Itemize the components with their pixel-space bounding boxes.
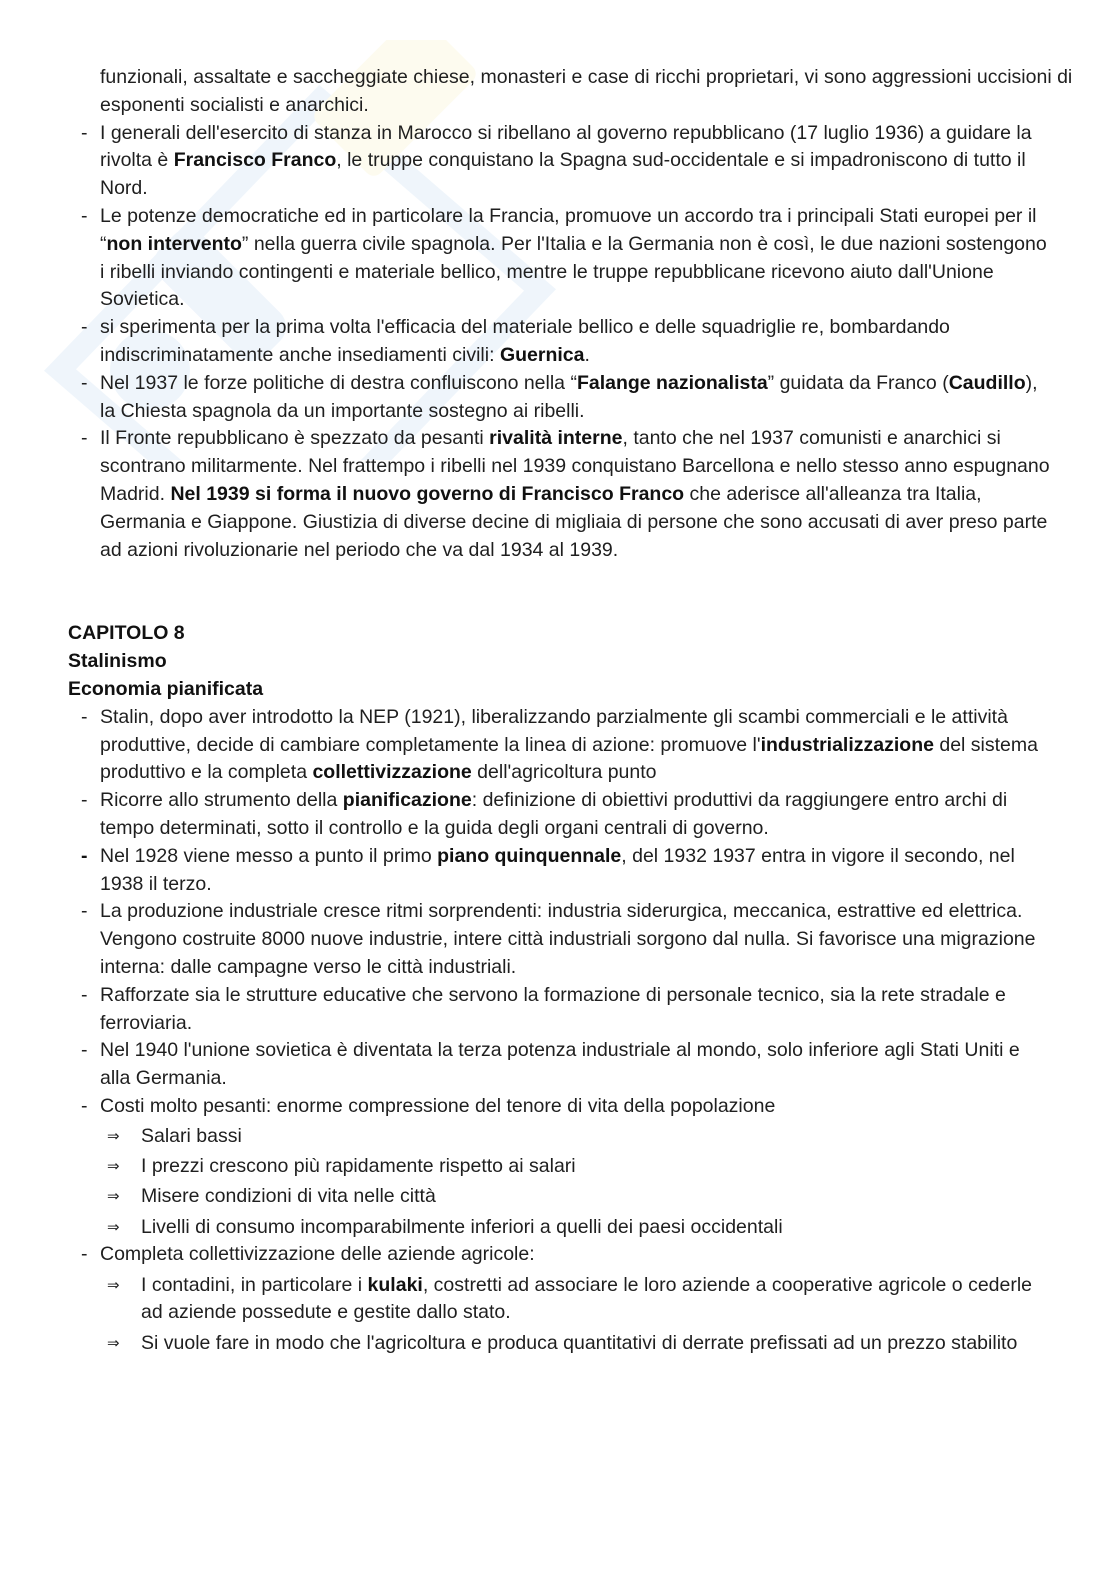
spain-civil-war-list: [0, 120, 1116, 565]
dash-marker: -: [81, 900, 88, 923]
dash-marker: -: [81, 121, 88, 144]
collectivization-sublist: [0, 1272, 1116, 1358]
arrow-icon: ⇒: [107, 1158, 120, 1176]
section-title: Economia pianificata: [68, 677, 264, 700]
dash-marker: -: [81, 1039, 88, 1062]
list-item: - I generali dell'esercito di stanza in Marocco si ribellano al governo repubblicano (17 luglio 1936) a guidare la rivolta è Francisco Franco, le truppe conquistano la Spagna sud-occidentale e si impadroniscono di tutto il Nord.: [81, 121, 1032, 200]
sub-list-item: ⇒ I prezzi crescono più rapidamente rispetto ai salari: [0, 1153, 1116, 1181]
arrow-icon: ⇒: [107, 1334, 120, 1352]
bold-term: collettivizzazione: [312, 761, 472, 784]
list-item: - Nel 1937 le forze politiche di destra confluiscono nella “Falange nazionalista” guidata da Franco (Caudillo), la Chiesta spagnola da un importante sostegno ai ribelli.: [81, 371, 1038, 422]
document-page: [0, 64, 1116, 1357]
bold-term: kulaki: [367, 1273, 423, 1296]
economy-list: [0, 704, 1116, 1121]
bold-term: pianificazione: [342, 789, 472, 812]
collectivization-list: [0, 1241, 1116, 1269]
sub-list-item: ⇒ Si vuole fare in modo che l'agricoltura e produca quantitativi di derrate prefissati ad un prezzo stabilito: [0, 1330, 1116, 1358]
dash-marker: -: [81, 371, 88, 394]
dash-marker: -: [81, 204, 88, 227]
list-item: - Completa collettivizzazione delle aziende agricole:: [0, 1241, 1116, 1269]
sub-list-item: ⇒ Misere condizioni di vita nelle città: [0, 1183, 1116, 1211]
arrow-icon: ⇒: [107, 1128, 120, 1146]
sub-list-item: ⇒ I contadini, in particolare i kulaki, costretti ad associare le loro aziende a cooperative agricole o cederle ad aziende possedute e gestite dallo stato.: [107, 1273, 1033, 1324]
dash-marker: -: [81, 427, 88, 450]
dash-marker: -: [81, 1094, 88, 1117]
costs-sublist: [0, 1123, 1116, 1241]
dash-marker: -: [81, 983, 88, 1006]
arrow-icon: ⇒: [107, 1218, 120, 1236]
bold-term: rivalità interne: [489, 427, 623, 450]
bold-term: Caudillo: [948, 371, 1026, 394]
list-item: - La produzione industriale cresce ritmi sorprendenti: industria siderurgica, meccanica, estrattive ed elettrica. Vengono costruite 8000 nuove industrie, intere città industriali sorgono dal nulla. Si favorisce una migrazione interna: dalle campagne verso le città industriali.: [81, 900, 1036, 978]
dash-marker: -: [81, 789, 88, 812]
list-item: - Rafforzate sia le strutture educative che servono la formazione di personale tecnico, sia la rete stradale e ferroviaria.: [81, 983, 1006, 1034]
list-item: - Costi molto pesanti: enorme compressione del tenore di vita della popolazione: [0, 1093, 1116, 1121]
list-item: - Le potenze democratiche ed in particolare la Francia, promuove un accordo tra i principali Stati europei per il “non intervento” nella guerra civile spagnola. Per l'Italia e la Germania non è così, le due nazioni sostengono i ribelli inviando contingenti e materiale bellico, mentre le truppe repubblicane ricevono aiuto dall'Unione Sovietica.: [81, 204, 1047, 311]
sub-list-item: ⇒ Livelli di consumo incomparabilmente inferiori a quelli dei paesi occidentali: [0, 1214, 1116, 1242]
arrow-icon: ⇒: [107, 1276, 120, 1294]
bold-term: Falange nazionalista: [576, 371, 768, 394]
chapter-title: CAPITOLO 8: [68, 622, 185, 645]
bold-term: Guernica: [499, 343, 585, 366]
bold-term: Francisco Franco: [173, 149, 337, 172]
bold-term: non intervento: [106, 232, 242, 255]
dash-marker: -: [81, 705, 88, 728]
arrow-icon: ⇒: [107, 1188, 120, 1206]
sub-list-item: ⇒ Salari bassi: [0, 1123, 1116, 1151]
list-item: - si sperimenta per la prima volta l'efficacia del materiale bellico e delle squadriglie re, bombardando indiscriminatamente anche insediamenti civili: Guernica.: [81, 316, 950, 366]
list-item: - Nel 1940 l'unione sovietica è diventata la terza potenza industriale al mondo, solo inferiore agli Stati Uniti e alla Germania.: [81, 1039, 1020, 1090]
bold-term: industrializzazione: [760, 733, 934, 756]
list-item: - Il Fronte repubblicano è spezzato da pesanti rivalità interne, tanto che nel 1937 comunisti e anarchici si scontrano militarmente. Nel frattempo i ribelli nel 1939 conquistano Barcellona e nello stesso anno espugnano Madrid. Nel 1939 si forma il nuovo governo di Francisco Franco che aderisce all'alleanza tra Italia, Germania e Giappone. Giustizia di diverse decine di migliaia di persone che sono accusati di aver preso parte ad azioni rivoluzionarie nel periodo che va dal 1934 al 1939.: [81, 427, 1050, 561]
list-item: - Nel 1928 viene messo a punto il primo piano quinquennale, del 1932 1937 entra in vigore il secondo, nel 1938 il terzo.: [81, 844, 1015, 895]
dash-marker: -: [81, 316, 88, 339]
list-item: - Ricorre allo strumento della pianificazione: definizione di obiettivi produttivi da raggiungere entro archi di tempo determinati, sotto il controllo e la guida degli organi centrali di governo.: [81, 789, 1008, 839]
list-item: - Stalin, dopo aver introdotto la NEP (1921), liberalizzando parzialmente gli scambi commerciali e le attività produttive, decide di cambiare completamente la linea di azione: promuove l'industrializzazione del sistema produttivo e la completa collettivizzazione dell'agricoltura punto: [81, 705, 1038, 784]
bold-term: Nel 1939 si forma il nuovo governo di Francisco Franco: [170, 482, 685, 505]
bold-term: piano quinquennale: [437, 844, 622, 867]
dash-marker: -: [81, 1243, 88, 1266]
chapter-headings: [0, 620, 1116, 703]
dash-marker: -: [81, 844, 88, 867]
chapter-subtitle: Stalinismo: [68, 650, 167, 673]
intro-continuation: funzionali, assaltate e saccheggiate chiese, monasteri e case di ricchi proprietari, vi sono aggressioni uccisioni di esponenti socialisti e anarchici.: [100, 66, 1073, 116]
